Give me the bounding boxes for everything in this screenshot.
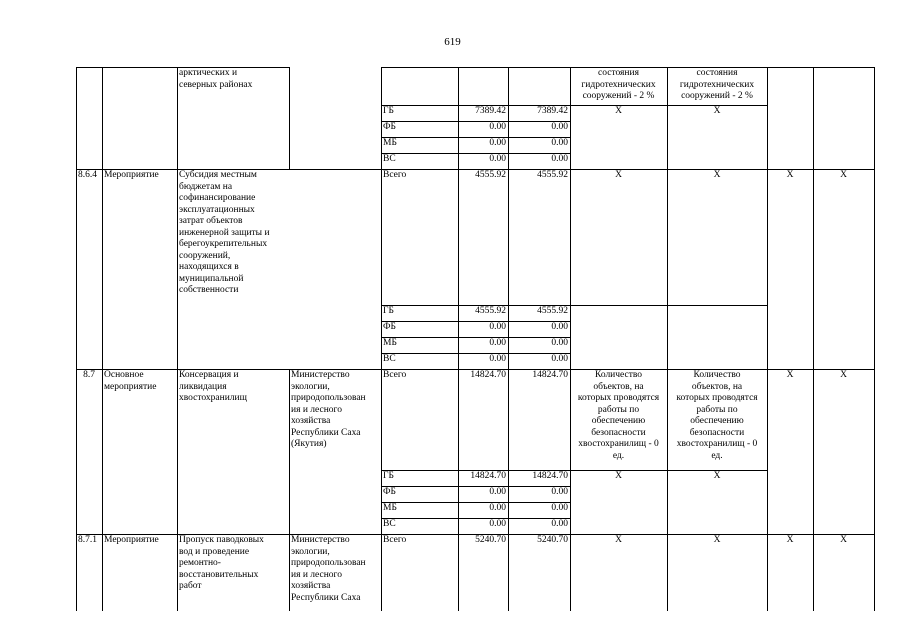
event-name: Субсидия местным бюджетам на софинансирование эксплуатационных затрат объектов инженерной защиты и берегоукрепительных сооружений, находящихся в муниципальной собственности [179,170,270,295]
fund-source-label: ВС [383,354,396,364]
item-type: Основное мероприятие [104,370,157,392]
fund-source-label: ФБ [383,322,396,332]
x-mark: Х [713,471,721,481]
amount-cell: 7389.42 [475,106,506,116]
fund-source-label: Всего [383,535,407,545]
amount-cell: 14824.70 [470,370,506,380]
item-number: 8.6.4 [78,170,97,180]
x-mark: Х [615,471,622,481]
amount-cell: 0.00 [489,354,506,364]
fund-source-label: МБ [383,138,397,148]
x-mark: Х [786,370,794,380]
event-name: арктических и северных районах [179,68,253,90]
amount-cell: 4555.92 [537,170,568,180]
amount-cell: 5240.70 [475,535,506,545]
x-mark: Х [713,535,721,545]
table-rule [874,67,875,611]
item-number: 8.7.1 [78,535,97,545]
amount-cell: 0.00 [489,122,506,132]
amount-cell: 0.00 [489,503,506,513]
amount-cell: 4555.92 [537,306,568,316]
event-name: Пропуск паводковых вод и проведение ремонтно- восстановительных работ [179,535,264,591]
amount-cell: 14824.70 [532,370,568,380]
amount-cell: 0.00 [489,322,506,332]
fund-source-label: ВС [383,519,396,529]
page-number: 619 [444,36,461,48]
amount-cell: 0.00 [551,122,568,132]
item-type: Мероприятие [104,535,159,545]
table-rule [667,67,668,611]
x-mark: Х [713,106,721,116]
fund-source-label: Всего [383,370,407,380]
fund-source-label: ГБ [383,306,394,316]
indicator-text: состояния гидротехнических сооружений - 2 % [581,68,656,101]
x-mark: Х [840,170,847,180]
amount-cell: 0.00 [551,503,568,513]
fund-source-label: ВС [383,154,396,164]
fund-source-label: МБ [383,338,397,348]
amount-cell: 0.00 [551,338,568,348]
executor-name: Министерство экологии, природопользован ия и лесного хозяйства Республики Саха (Якутия) [291,370,366,449]
amount-cell: 14824.70 [532,471,568,481]
x-mark: Х [615,106,622,116]
amount-cell: 5240.70 [537,535,568,545]
amount-cell: 4555.92 [475,306,506,316]
table-rule [570,67,571,611]
x-mark: Х [615,170,622,180]
fund-source-label: Всего [383,170,407,180]
table-rule [289,67,290,170]
amount-cell: 0.00 [489,519,506,529]
executor-name: Министерство экологии, природопользован ия и лесного хозяйства Республики Саха [291,535,366,603]
fund-source-label: МБ [383,503,397,513]
fund-source-label: ФБ [383,122,396,132]
fund-source-label: ФБ [383,487,396,497]
x-mark: Х [786,535,794,545]
amount-cell: 14824.70 [470,471,506,481]
indicator-text: Количество объектов, на которых проводятся работы по обеспечению безопасности хвостохранилищ - 0 ед. [577,370,660,461]
indicator-text: Количество объектов, на которых проводятся работы по обеспечению безопасности хвостохранилищ - 0 ед. [676,370,758,461]
x-mark: Х [840,370,847,380]
indicator-text: состояния гидротехнических сооружений - 2 % [679,68,755,101]
x-mark: Х [840,535,847,545]
amount-cell: 0.00 [489,487,506,497]
fund-source-label: ГБ [383,106,394,116]
x-mark: Х [786,170,794,180]
amount-cell: 0.00 [489,338,506,348]
amount-cell: 0.00 [551,322,568,332]
amount-cell: 4555.92 [475,170,506,180]
item-type: Мероприятие [104,170,159,180]
fund-source-label: ГБ [383,471,394,481]
amount-cell: 0.00 [551,138,568,148]
amount-cell: 0.00 [551,354,568,364]
amount-cell: 0.00 [551,154,568,164]
amount-cell: 0.00 [551,519,568,529]
amount-cell: 7389.42 [537,106,568,116]
amount-cell: 0.00 [551,487,568,497]
event-name: Консервация и ликвидация хвостохранилищ [179,370,247,403]
item-number: 8.7 [83,370,95,380]
amount-cell: 0.00 [489,154,506,164]
x-mark: Х [615,535,622,545]
x-mark: Х [713,170,721,180]
amount-cell: 0.00 [489,138,506,148]
